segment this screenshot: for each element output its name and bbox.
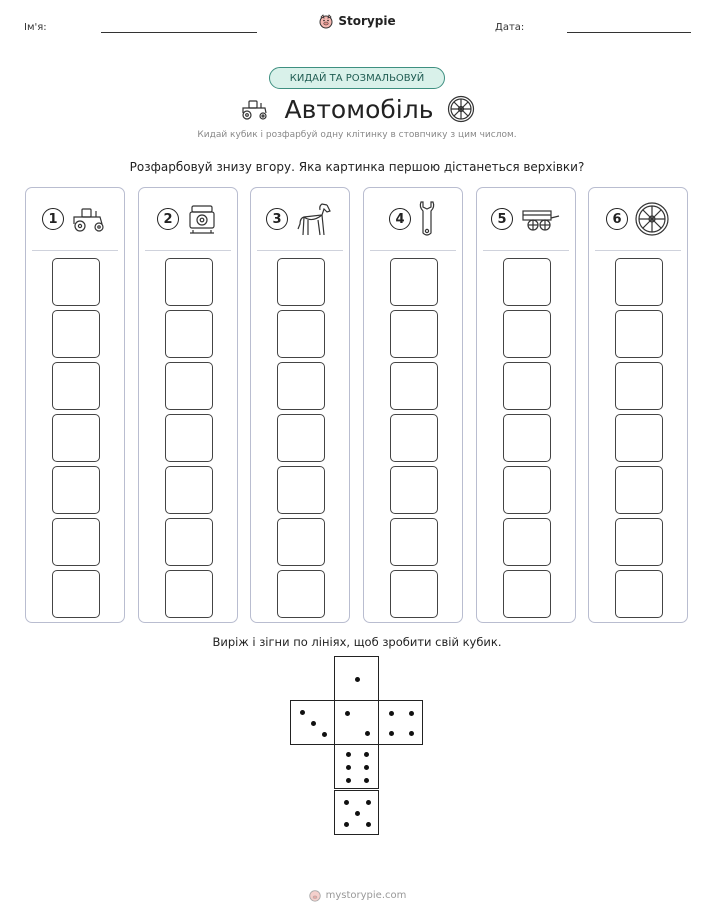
coloring-cell[interactable] [52, 362, 100, 410]
coloring-cell[interactable] [277, 362, 325, 410]
die-pip [344, 800, 349, 805]
coloring-cell[interactable] [390, 518, 438, 566]
column-number: 4 [389, 208, 411, 230]
name-line[interactable] [101, 32, 257, 33]
die-pip [365, 731, 370, 736]
die-pip [346, 778, 351, 783]
column-divider [595, 250, 681, 251]
coloring-cell[interactable] [503, 466, 551, 514]
tractor-icon [70, 204, 108, 234]
coloring-cell[interactable] [52, 258, 100, 306]
die-pip [409, 731, 414, 736]
coloring-cell[interactable] [615, 258, 663, 306]
coloring-cell[interactable] [615, 310, 663, 358]
column-2 [138, 187, 238, 623]
die-pip [409, 711, 414, 716]
coloring-cell[interactable] [390, 362, 438, 410]
column-divider [483, 250, 569, 251]
coloring-cell[interactable] [52, 518, 100, 566]
die-pip [389, 731, 394, 736]
column-header [477, 188, 575, 250]
engine-icon [185, 203, 219, 235]
column-divider [370, 250, 456, 251]
page-title: Автомобіль [284, 94, 434, 124]
coloring-cell[interactable] [52, 466, 100, 514]
die-face-2 [334, 700, 379, 745]
wheel-icon [447, 95, 475, 123]
tractor-icon [239, 97, 271, 121]
die-face-1 [334, 656, 379, 701]
column-3 [250, 187, 350, 623]
coloring-cell[interactable] [615, 362, 663, 410]
coloring-cell[interactable] [52, 414, 100, 462]
coloring-cell[interactable] [503, 518, 551, 566]
footer [0, 888, 714, 902]
coloring-cell[interactable] [615, 518, 663, 566]
coloring-cell[interactable] [615, 570, 663, 618]
die-pip [364, 778, 369, 783]
coloring-cell[interactable] [390, 414, 438, 462]
coloring-cell[interactable] [165, 570, 213, 618]
column-divider [32, 250, 118, 251]
column-number: 6 [606, 208, 628, 230]
coloring-cell[interactable] [503, 414, 551, 462]
coloring-cell[interactable] [615, 466, 663, 514]
die-pip [346, 752, 351, 757]
cart-icon [519, 205, 561, 233]
coloring-cell[interactable] [165, 310, 213, 358]
die-pip [355, 811, 360, 816]
die-face-4 [378, 700, 423, 745]
coloring-cell[interactable] [165, 466, 213, 514]
footer-url[interactable]: mystorypie.com [325, 889, 407, 901]
die-pip [322, 732, 327, 737]
die-face-3 [290, 700, 335, 745]
cut-instruction: Виріж і зігни по лініях, щоб зробити свій кубик. [212, 635, 502, 649]
die-pip [366, 822, 371, 827]
coloring-cell[interactable] [277, 414, 325, 462]
name-label: Ім'я: [24, 22, 47, 33]
coloring-cell[interactable] [390, 310, 438, 358]
date-label: Дата: [495, 22, 525, 33]
column-divider [257, 250, 343, 251]
pig-mascot-icon [308, 888, 322, 902]
instruction: Розфарбовуй знизу вгору. Яка картинка першою дістанеться верхівки? [129, 160, 585, 174]
die-pip [345, 711, 350, 716]
column-header [364, 188, 462, 250]
die-pip [364, 765, 369, 770]
coloring-cell[interactable] [503, 310, 551, 358]
coloring-cell[interactable] [52, 310, 100, 358]
coloring-cell[interactable] [503, 570, 551, 618]
coloring-cell[interactable] [165, 414, 213, 462]
coloring-cell[interactable] [390, 258, 438, 306]
date-line[interactable] [567, 32, 691, 33]
column-5 [476, 187, 576, 623]
coloring-cell[interactable] [165, 518, 213, 566]
die-pip [364, 752, 369, 757]
die-pip [346, 765, 351, 770]
coloring-cell[interactable] [503, 258, 551, 306]
activity-badge: КИДАЙ ТА РОЗМАЛЬОВУЙ [269, 67, 445, 89]
coloring-cell[interactable] [503, 362, 551, 410]
die-pip [355, 677, 360, 682]
column-header [589, 188, 687, 250]
coloring-cell[interactable] [165, 362, 213, 410]
column-divider [145, 250, 231, 251]
coloring-cell[interactable] [277, 466, 325, 514]
coloring-cell[interactable] [615, 414, 663, 462]
coloring-cell[interactable] [390, 466, 438, 514]
pig-mascot-icon [318, 13, 334, 29]
die-face-6 [334, 744, 379, 789]
die-face-5 [334, 790, 379, 835]
die-pip [344, 822, 349, 827]
die-pip [389, 711, 394, 716]
column-header [251, 188, 349, 250]
coloring-cell[interactable] [390, 570, 438, 618]
coloring-cell[interactable] [165, 258, 213, 306]
column-6 [588, 187, 688, 623]
column-4 [363, 187, 463, 623]
die-pip [300, 710, 305, 715]
brand-name: Storypie [338, 14, 396, 28]
coloring-cell[interactable] [277, 258, 325, 306]
column-1 [25, 187, 125, 623]
column-header [139, 188, 237, 250]
brand-logo [0, 13, 714, 29]
coloring-cell[interactable] [52, 570, 100, 618]
wrench-icon [417, 199, 437, 239]
title-row [0, 91, 714, 127]
coloring-cell[interactable] [277, 570, 325, 618]
die-pip [311, 721, 316, 726]
coloring-cell[interactable] [277, 310, 325, 358]
column-number: 5 [491, 208, 513, 230]
wheel-icon [634, 201, 670, 237]
horse-icon [294, 199, 334, 239]
coloring-cell[interactable] [277, 518, 325, 566]
die-pip [366, 800, 371, 805]
column-number: 2 [157, 208, 179, 230]
subtitle: Кидай кубик і розфарбуй одну клітинку в стовпчику з цим числом. [197, 130, 517, 140]
column-header [26, 188, 124, 250]
column-number: 1 [42, 208, 64, 230]
column-number: 3 [266, 208, 288, 230]
